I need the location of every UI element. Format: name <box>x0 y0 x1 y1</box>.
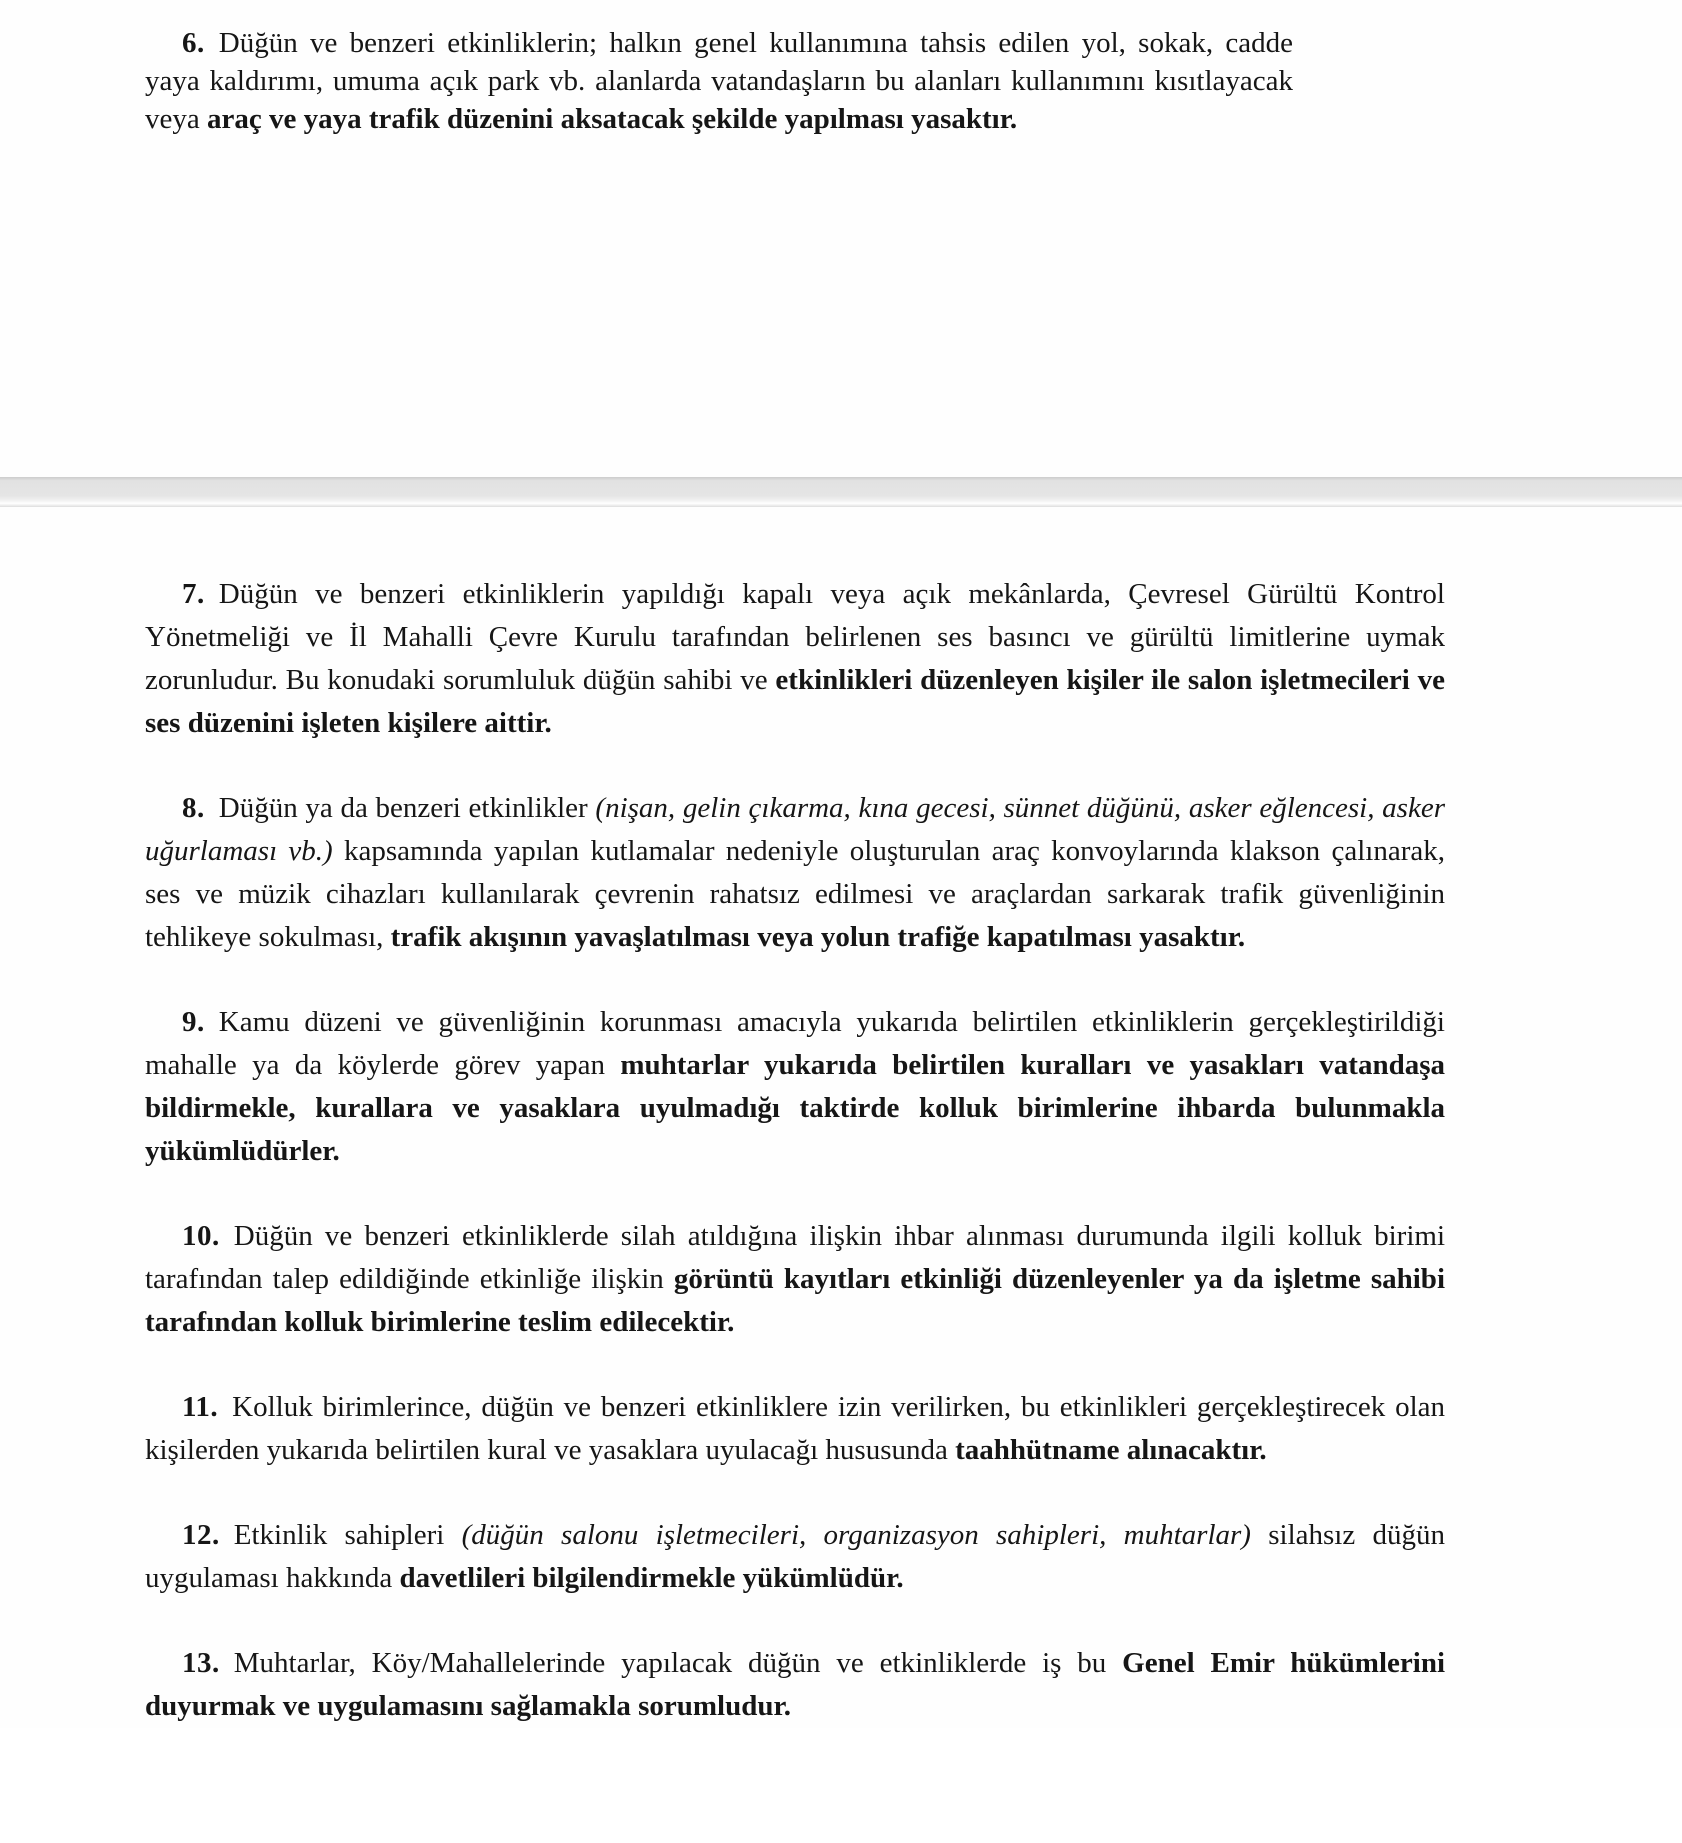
text-segment-normal: Düğün ya da benzeri etkinlikler <box>218 792 596 824</box>
text-segment-normal: Düğün ve benzeri etkinliklerin; halkın genel kullanımına tahsis edilen yol, sokak, cadde yaya kaldırımı, umuma açık park vb. alanlarda vatandaşların bu alanları kullanımını kısıtlayacak veya <box>145 27 1293 135</box>
item-number: 9. <box>182 1006 205 1038</box>
text-segment-italic: (düğün salonu işletmecileri, organizasyon sahipleri, muhtarlar) <box>461 1519 1251 1551</box>
page-2 <box>0 507 1682 1728</box>
item-number: 6. <box>182 27 205 59</box>
item-text <box>145 1519 1445 1594</box>
text-segment-normal: Muhtarlar, Köy/Mahallelerinde yapılacak düğün ve etkinliklerde iş bu <box>233 1647 1123 1679</box>
text-segment-normal: Düğün ve benzeri etkinliklerde silah atıldığına ilişkin ihbar alınması durumunda ilgili kolluk birimi tarafından talep edildiğinde etkinliğe ilişkin <box>145 1220 1445 1295</box>
numbered-paragraph-10 <box>145 1215 1445 1344</box>
text-segment-bold: davetlileri bilgilendirmekle yükümlüdür. <box>399 1562 904 1594</box>
text-segment-normal: Etkinlik sahipleri <box>233 1519 462 1551</box>
text-segment-bold: muhtarlar yukarıda belirtilen kuralları ve yasakları vatandaşa bildirmekle, kurallara ve yasaklara uyulmadığı taktirde kolluk birimlerine ihbarda bulunmakla yükümlüdürler. <box>145 1049 1446 1167</box>
item-text <box>145 1391 1445 1466</box>
text-segment-bold: araç ve yaya trafik düzenini aksatacak şekilde yapılması yasaktır. <box>207 103 1018 135</box>
text-segment-bold: görüntü kayıtları etkinliği düzenleyenler ya da işletme sahibi tarafından kolluk birimlerine teslim edilecektir. <box>145 1263 1445 1338</box>
text-segment-italic: (nişan, gelin çıkarma, kına gecesi, sünnet düğünü, asker eğlencesi, asker uğurlaması vb.) <box>145 792 1445 867</box>
item-text <box>145 1220 1445 1338</box>
text-segment-normal: Düğün ve benzeri etkinliklerin yapıldığı kapalı veya açık mekânlarda, Çevresel Gürültü Kontrol Yönetmeliği ve İl Mahalli Çevre Kurulu tarafından belirlenen ses basıncı ve gürültü limitlerine uymak zorunludur. Bu konudaki sorumluluk düğün sahibi ve <box>145 578 1445 696</box>
numbered-paragraph-13 <box>145 1642 1445 1728</box>
item-number: 12. <box>182 1519 220 1551</box>
numbered-paragraph-12 <box>145 1514 1445 1600</box>
page-1-text-column <box>145 0 1293 138</box>
item-text <box>145 578 1445 739</box>
item-text <box>145 27 1293 135</box>
item-number: 10. <box>182 1220 220 1252</box>
page-2-text-column <box>145 507 1445 1728</box>
page-break-band <box>0 477 1682 507</box>
item-number: 13. <box>182 1647 220 1679</box>
text-segment-normal: Kamu düzeni ve güvenliğinin korunması amacıyla yukarıda belirtilen etkinliklerin gerçekleştirildiği mahalle ya da köylerde görev yapan <box>145 1006 1445 1081</box>
text-segment-bold: etkinlikleri düzenleyen kişiler ile salon işletmecileri ve ses düzenini işleten kişilere aittir. <box>145 664 1446 739</box>
text-segment-normal: silahsız düğün uygulaması hakkında <box>145 1519 1445 1594</box>
text-segment-normal: kapsamında yapılan kutlamalar nedeniyle oluşturulan araç konvoylarında klakson çalınarak, ses ve müzik cihazları kullanılarak çevrenin rahatsız edilmesi ve araçlardan sarkarak trafik güvenliğinin tehlikeye sokulması, <box>145 835 1445 953</box>
numbered-paragraph-11 <box>145 1386 1445 1472</box>
item-number: 11. <box>182 1391 219 1423</box>
item-number: 7. <box>182 578 205 610</box>
text-segment-normal: Kolluk birimlerince, düğün ve benzeri etkinliklere izin verilirken, bu etkinlikleri gerçekleştirecek olan kişilerden yukarıda belirtilen kural ve yasaklara uyulacağı hususunda <box>145 1391 1445 1466</box>
item-number: 8. <box>182 792 205 824</box>
item-text <box>145 792 1445 953</box>
numbered-paragraph-6 <box>145 24 1293 138</box>
numbered-paragraph-7 <box>145 573 1445 745</box>
text-segment-bold: trafik akışının yavaşlatılması veya yolun trafiğe kapatılması yasaktır. <box>390 921 1246 953</box>
numbered-paragraph-9 <box>145 1001 1445 1173</box>
text-segment-bold: taahhütname alınacaktır. <box>955 1434 1267 1466</box>
page-1 <box>0 0 1682 477</box>
item-text <box>145 1647 1445 1722</box>
text-segment-bold: Genel Emir hükümlerini duyurmak ve uygulamasını sağlamakla sorumludur. <box>145 1647 1445 1722</box>
item-text <box>145 1006 1445 1167</box>
numbered-paragraph-8 <box>145 787 1445 959</box>
